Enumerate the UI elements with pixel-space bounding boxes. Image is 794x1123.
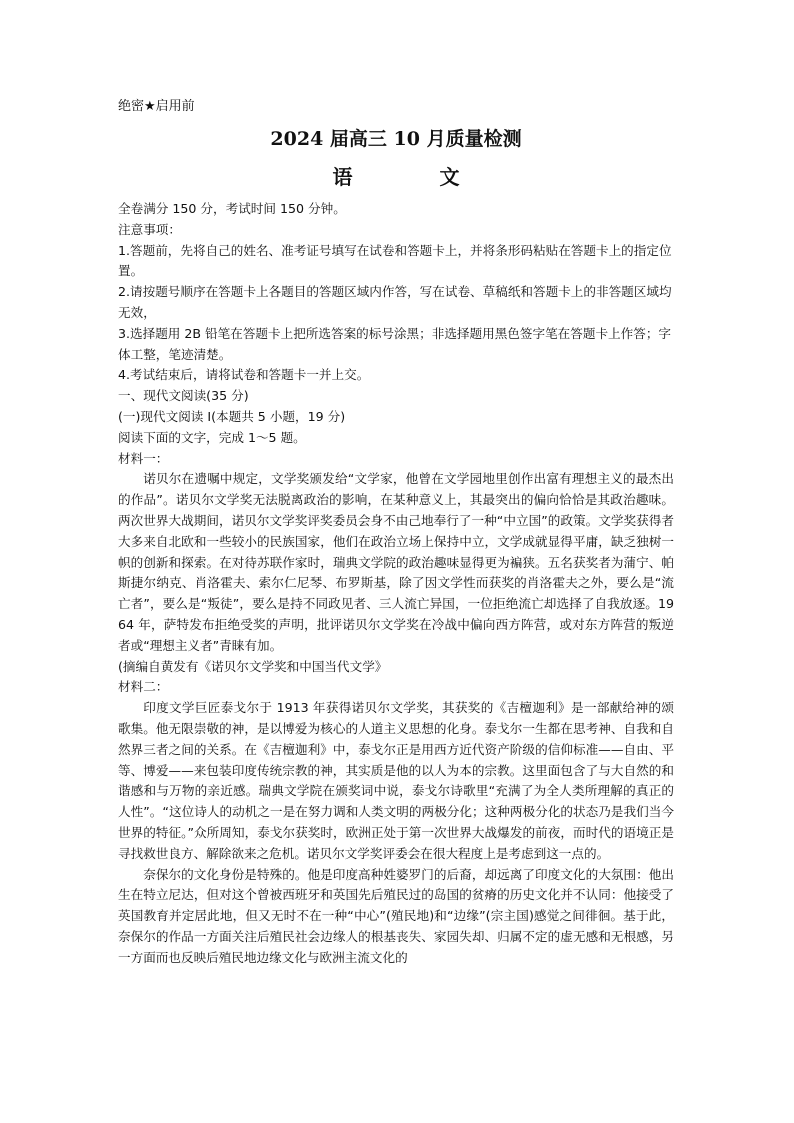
secret-label: 绝密★启用前 [118,99,195,114]
exam-title: 2024 届高三 10 月质量检测 [270,128,522,150]
material2-para1: 印度文学巨匠泰戈尔于 1913 年获得诺贝尔文学奖，其获奖的《吉檀迦利》是一部献给神的颂歌集。他无限崇敬的神，是以博爱为核心的人道主义思想的化身。泰戈尔一生都在思考神、自我和自然界三者之间的关系。在《吉檀迦利》中，泰戈尔正是用西方近代资产阶级的信仰标准——自由、平等、博爱——来包装印度传统宗教的神，其实质是他的以人为本的宗教。这里面包含了与大自然的和谐感和与万物的亲近感。瑞典文学院在颁奖词中说，泰戈尔诗歌里“充满了为全人类所理解的真正的人性”。“这位诗人的动机之一是在努力调和人类文明的两极分化；这种两极分化的状态乃是我们当今世界的特征。”众所周知，泰戈尔获奖时，欧洲正处于第一次世界大战爆发的前夜，而时代的语境正是寻找救世良方、解除欲来之危机。诺贝尔文学奖评委会在很大程度上是考虑到这一点的。 [118,700,674,861]
exam-page [118,97,674,968]
material2-para2: 奈保尔的文化身份是特殊的。他是印度高种姓婆罗门的后裔，却远离了印度文化的大氛围：他出生在特立尼达，但对这个曾被西班牙和英国先后殖民过的岛国的贫瘠的历史文化并不认同：他接受了英国教育并定居此地，但又无时不在一种“中心”(殖民地)和“边缘”(宗主国)感觉之间徘徊。基于此，奈保尔的作品一方面关注后殖民社会边缘人的根基丧失、家园失却、归属不定的虚无感和无根感，另一方面而也反映后殖民地边缘文化与欧洲主流文化的 [118,866,674,965]
notes-list [118,241,674,387]
note-item: 2.请按题号顺序在答题卡上各题目的答题区域内作答，写在试卷、草稿纸和答题卡上的非答题区域均无效， [118,284,672,320]
material1-text: 诺贝尔在遗嘱中规定，文学奖颁发给“文学家，他曾在文学园地里创作出富有理想主义的最杰出的作品”。诺贝尔文学奖无法脱离政治的影响，在某种意义上，其最突出的偏向恰恰是其政治趣味。两次世界大战期间，诺贝尔文学奖评奖委员会身不由己地奉行了一种“中立国”的政策。文学奖获得者大多来自北欧和一些较小的民族国家，他们在政治立场上保持中立，文学成就显得平庸，缺乏独树一帜的创新和探索。在对待苏联作家时，瑞典文学院的政治趣味显得更为褊狭。五名获奖者为蒲宁、帕斯捷尔纳克、肖洛霍夫、索尔仁尼琴、布罗斯基，除了因文学性而获奖的肖洛霍夫之外，要么是“流亡者”，要么是“叛徒”，要么是持不同政见者、三人流亡异国，一位拒绝流亡却选择了自我放逐。1964 年，萨特发布拒绝受奖的声明，批评诺贝尔文学奖在冷战中偏向西方阵营，或对东方阵营的叛逆者或“理想主义者”青睐有加。 [118,471,674,653]
note-item: 4.考试结束后，请将试卷和答题卡一并上交。 [118,367,370,383]
material2-label: 材料二： [118,679,169,695]
material1-source: (摘编自黄发有《诺贝尔文学奖和中国当代文学》 [118,658,388,674]
score-time: 全卷满分 150 分，考试时间 150 分钟。 [118,201,346,216]
note-item: 3.选择题用 2B 铅笔在答题卡上把所选答案的标号涂黑；非选择题用黑色签字笔在答题卡上作答；字体工整，笔迹清楚。 [118,325,672,362]
subject-title: 语 文 [332,165,500,189]
section-subheading: (一)现代文阅读 I(本题共 5 小题，19 分) [118,408,346,424]
section-instruction: 阅读下面的文字，完成 1～5 题。 [118,429,306,445]
material1-label: 材料一： [118,450,169,466]
note-item: 1.答题前，先将自己的姓名、准考证号填写在试卷和答题卡上，并将条形码粘贴在答题卡上的指定位置。 [118,242,672,279]
notes-heading: 注意事项： [118,221,181,237]
section-heading: 一、现代文阅读(35 分) [118,388,249,404]
